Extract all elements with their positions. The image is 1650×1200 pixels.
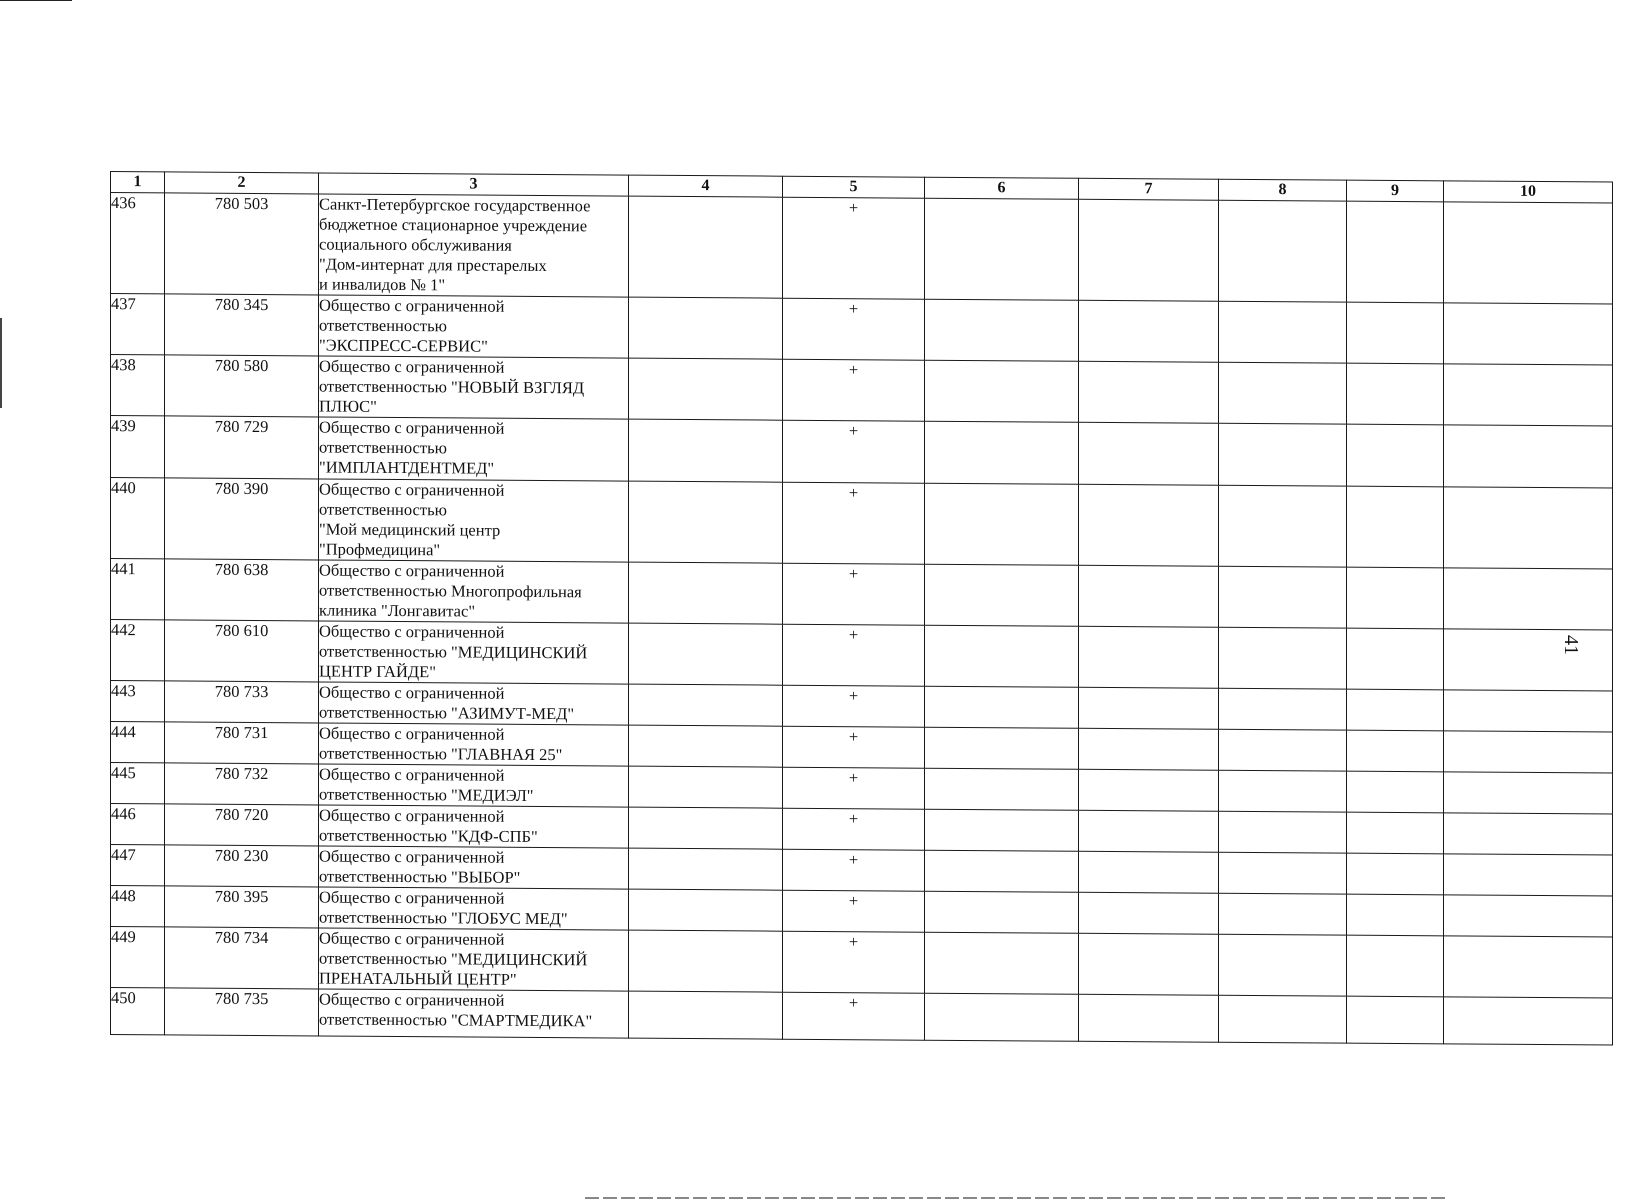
column-header: 1 — [111, 172, 165, 193]
table-row — [111, 193, 1613, 304]
registry-code-cell: 780 733 — [165, 681, 319, 723]
column-8-cell — [1219, 729, 1347, 771]
organization-name-cell — [319, 682, 629, 725]
column-4-cell — [629, 807, 783, 849]
registry-code-cell: 780 580 — [165, 355, 319, 417]
row-number-cell: 440 — [111, 478, 165, 559]
registry-code-cell: 780 735 — [165, 988, 319, 1036]
organization-name-line: ПЛЮС" — [319, 396, 377, 416]
column-4-cell — [629, 991, 783, 1039]
column-4-cell — [629, 358, 783, 420]
organization-name-line: "Профмедицина" — [319, 539, 441, 560]
column-8-cell — [1219, 770, 1347, 812]
registry-code-cell: 780 503 — [165, 193, 319, 295]
organization-name-line: ответственностью — [319, 315, 447, 336]
column-4-cell — [629, 930, 783, 992]
column-6-cell — [925, 768, 1079, 810]
column-7-cell — [1079, 892, 1219, 934]
row-number-cell: 442 — [111, 620, 165, 681]
column-8-cell — [1219, 301, 1347, 363]
organization-name-cell — [319, 479, 629, 562]
column-7-cell — [1079, 687, 1219, 729]
column-10-cell — [1444, 731, 1613, 773]
organization-name-cell — [319, 764, 629, 807]
registry-code-cell: 780 345 — [165, 294, 319, 356]
column-9-cell — [1347, 201, 1444, 303]
column-5-mark-cell: + — [783, 359, 925, 421]
organization-name-cell — [319, 356, 629, 419]
organization-name-line: ответственностью — [319, 437, 447, 458]
column-7-cell — [1079, 199, 1219, 301]
registry-code-cell: 780 734 — [165, 927, 319, 989]
organization-name-line: Общество с ограниченной — [319, 846, 505, 867]
table-row — [111, 416, 1613, 488]
organization-name-cell — [319, 846, 629, 889]
row-number-cell: 444 — [111, 722, 165, 763]
table-row — [111, 620, 1613, 691]
column-6-cell — [925, 564, 1079, 626]
organization-name-cell — [319, 194, 629, 297]
column-7-cell — [1079, 565, 1219, 627]
organization-name-line: и инвалидов № 1" — [319, 274, 446, 295]
registry-code-cell: 780 720 — [165, 804, 319, 846]
organization-name-line: ПРЕНАТАЛЬНЫЙ ЦЕНТР" — [319, 968, 517, 989]
table-row — [111, 478, 1613, 569]
column-5-mark-cell: + — [783, 298, 925, 360]
row-number-cell: 448 — [111, 886, 165, 927]
organization-name-line: ответственностью "ВЫБОР" — [319, 866, 521, 887]
row-number-cell: 443 — [111, 681, 165, 722]
column-10-cell — [1444, 690, 1613, 732]
column-7-cell — [1079, 933, 1219, 995]
registry-code-cell: 780 732 — [165, 763, 319, 805]
column-header: 8 — [1219, 179, 1347, 201]
column-8-cell — [1219, 852, 1347, 894]
organization-name-cell — [319, 417, 629, 481]
column-9-cell — [1347, 935, 1444, 997]
column-6-cell — [925, 299, 1079, 361]
organization-name-cell — [319, 723, 629, 766]
organization-name-line: Общество с ограниченной — [319, 805, 505, 826]
column-10-cell — [1444, 303, 1613, 365]
column-6-cell — [925, 891, 1079, 933]
column-8-cell — [1219, 200, 1347, 302]
column-7-cell — [1079, 810, 1219, 852]
organization-name-line: Общество с ограниченной — [319, 928, 505, 949]
column-5-mark-cell: + — [783, 808, 925, 850]
registry-code-cell: 780 731 — [165, 722, 319, 764]
column-4-cell — [629, 562, 783, 624]
column-5-mark-cell: + — [783, 420, 925, 483]
column-5-mark-cell: + — [783, 890, 925, 932]
row-number-cell: 447 — [111, 845, 165, 886]
organization-name-line: Общество с ограниченной — [319, 417, 505, 438]
column-8-cell — [1219, 688, 1347, 730]
column-6-cell — [925, 932, 1079, 994]
column-9-cell — [1347, 853, 1444, 895]
table-row — [111, 988, 1613, 1045]
registry-code-cell: 780 729 — [165, 416, 319, 479]
organization-name-line: ответственностью — [319, 499, 447, 520]
organization-name-line: ответственностью "КДФ-СПБ" — [319, 825, 538, 846]
column-8-cell — [1219, 566, 1347, 628]
column-5-mark-cell: + — [783, 685, 925, 727]
column-9-cell — [1347, 486, 1444, 568]
column-7-cell — [1079, 994, 1219, 1042]
row-number-cell: 439 — [111, 416, 165, 478]
column-6-cell — [925, 686, 1079, 728]
column-header: 9 — [1347, 180, 1444, 202]
table-row — [111, 355, 1613, 426]
column-4-cell — [629, 481, 783, 563]
column-9-cell — [1347, 996, 1444, 1044]
column-6-cell — [925, 993, 1079, 1041]
column-9-cell — [1347, 302, 1444, 364]
column-10-cell — [1444, 895, 1613, 937]
organization-name-line: "ЭКСПРЕСС-СЕРВИС" — [319, 335, 488, 356]
column-5-mark-cell: + — [783, 482, 925, 564]
organization-name-line: ответственностью "МЕДИЭЛ" — [319, 784, 534, 805]
column-7-cell — [1079, 626, 1219, 688]
organization-name-cell — [319, 295, 629, 358]
registry-code-cell: 780 395 — [165, 886, 319, 928]
column-10-cell — [1444, 772, 1613, 814]
column-4-cell — [629, 766, 783, 808]
organization-name-line: клиника "Лонгавитас" — [319, 600, 476, 621]
column-6-cell — [925, 421, 1079, 484]
organization-name-line: ЦЕНТР ГАЙДЕ" — [319, 661, 436, 682]
row-number-cell: 446 — [111, 804, 165, 845]
column-9-cell — [1347, 894, 1444, 936]
column-9-cell — [1347, 771, 1444, 813]
organization-name-cell — [319, 887, 629, 930]
page-number: 41 — [1560, 635, 1582, 655]
organization-name-line: ответственностью "СМАРТМЕДИКА" — [319, 1009, 593, 1031]
column-10-cell — [1444, 936, 1613, 998]
row-number-cell: 450 — [111, 988, 165, 1035]
column-9-cell — [1347, 424, 1444, 487]
organization-name-line: ответственностью "ГЛАВНАЯ 25" — [319, 743, 563, 765]
organization-name-line: "ИМПЛАНТДЕНТМЕД" — [319, 457, 495, 478]
column-9-cell — [1347, 730, 1444, 772]
column-10-cell — [1444, 364, 1613, 426]
organization-name-line: Общество с ограниченной — [319, 887, 505, 908]
registry-table — [110, 171, 1613, 1045]
table-row — [111, 294, 1613, 365]
column-5-mark-cell: + — [783, 931, 925, 993]
column-8-cell — [1219, 893, 1347, 935]
column-5-mark-cell: + — [783, 563, 925, 625]
column-9-cell — [1347, 567, 1444, 629]
column-5-mark-cell: + — [783, 197, 925, 299]
scan-edge-mark-left — [0, 318, 2, 408]
column-4-cell — [629, 684, 783, 726]
organization-name-line: бюджетное стационарное учреждение — [319, 214, 588, 236]
organization-name-line: Общество с ограниченной — [319, 682, 505, 703]
organization-name-line: социального обслуживания — [319, 234, 512, 255]
column-10-cell — [1444, 425, 1613, 488]
column-8-cell — [1219, 934, 1347, 996]
column-9-cell — [1347, 363, 1444, 425]
registry-table-body — [111, 193, 1613, 1045]
column-6-cell — [925, 850, 1079, 892]
column-7-cell — [1079, 300, 1219, 362]
organization-name-line: Санкт-Петербургское государственное — [319, 194, 591, 216]
registry-code-cell: 780 390 — [165, 478, 319, 560]
organization-name-line: Общество с ограниченной — [319, 621, 505, 642]
organization-name-line: Общество с ограниченной — [319, 560, 505, 581]
organization-name-line: "Мой медицинский центр — [319, 519, 501, 540]
column-8-cell — [1219, 485, 1347, 567]
column-6-cell — [925, 727, 1079, 769]
row-number-cell: 437 — [111, 294, 165, 355]
column-4-cell — [629, 196, 783, 298]
column-6-cell — [925, 625, 1079, 687]
column-header: 10 — [1444, 181, 1613, 203]
organization-name-line: ответственностью "НОВЫЙ ВЗГЛЯД — [319, 376, 585, 398]
column-5-mark-cell: + — [783, 726, 925, 768]
column-4-cell — [629, 848, 783, 890]
column-10-cell — [1444, 202, 1613, 304]
column-header: 2 — [165, 172, 319, 194]
column-10-cell — [1444, 629, 1613, 691]
column-5-mark-cell: + — [783, 767, 925, 809]
column-10-cell — [1444, 487, 1613, 569]
column-7-cell — [1079, 728, 1219, 770]
column-10-cell — [1444, 854, 1613, 896]
organization-name-cell — [319, 621, 629, 684]
column-header: 5 — [783, 176, 925, 198]
column-9-cell — [1347, 689, 1444, 731]
organization-name-line: "Дом-интернат для престарелых — [319, 254, 547, 276]
row-number-cell: 445 — [111, 763, 165, 804]
column-8-cell — [1219, 423, 1347, 486]
column-5-mark-cell: + — [783, 624, 925, 686]
column-7-cell — [1079, 851, 1219, 893]
column-7-cell — [1079, 422, 1219, 485]
registry-code-cell: 780 638 — [165, 559, 319, 621]
column-4-cell — [629, 623, 783, 685]
column-4-cell — [629, 889, 783, 931]
organization-name-line: ответственностью "ГЛОБУС МЕД" — [319, 907, 568, 929]
column-5-mark-cell: + — [783, 849, 925, 891]
column-10-cell — [1444, 997, 1613, 1045]
column-4-cell — [629, 297, 783, 359]
organization-name-line: ответственностью Многопрофильная — [319, 580, 582, 602]
organization-name-line: Общество с ограниченной — [319, 723, 505, 744]
column-header: 7 — [1079, 178, 1219, 200]
organization-name-line: Общество с ограниченной — [319, 764, 505, 785]
column-10-cell — [1444, 568, 1613, 630]
column-9-cell — [1347, 812, 1444, 854]
column-6-cell — [925, 360, 1079, 422]
column-6-cell — [925, 198, 1079, 300]
column-header: 3 — [319, 173, 629, 196]
registry-code-cell: 780 610 — [165, 620, 319, 682]
organization-name-line: Общество с ограниченной — [319, 356, 505, 377]
column-10-cell — [1444, 813, 1613, 855]
registry-code-cell: 780 230 — [165, 845, 319, 887]
column-7-cell — [1079, 484, 1219, 566]
column-8-cell — [1219, 995, 1347, 1043]
organization-name-cell — [319, 560, 629, 623]
organization-name-line: ответственностью "АЗИМУТ-МЕД" — [319, 702, 575, 724]
column-header: 6 — [925, 177, 1079, 199]
column-9-cell — [1347, 628, 1444, 690]
column-6-cell — [925, 809, 1079, 851]
organization-name-cell — [319, 928, 629, 991]
organization-name-line: ответственностью "МЕДИЦИНСКИЙ — [319, 641, 588, 663]
column-8-cell — [1219, 811, 1347, 853]
column-7-cell — [1079, 769, 1219, 811]
organization-name-line: ответственностью "МЕДИЦИНСКИЙ — [319, 948, 588, 970]
column-8-cell — [1219, 362, 1347, 424]
row-number-cell: 436 — [111, 193, 165, 294]
column-5-mark-cell: + — [783, 992, 925, 1040]
organization-name-line: Общество с ограниченной — [319, 989, 505, 1010]
organization-name-cell — [319, 989, 629, 1038]
table-row — [111, 559, 1613, 630]
column-4-cell — [629, 419, 783, 482]
column-6-cell — [925, 483, 1079, 565]
table-row — [111, 927, 1613, 998]
organization-name-line: Общество с ограниченной — [319, 295, 505, 316]
row-number-cell: 438 — [111, 355, 165, 416]
column-4-cell — [629, 725, 783, 767]
row-number-cell: 441 — [111, 559, 165, 620]
scan-edge-mark-bottom — [585, 1197, 1445, 1199]
organization-name-cell — [319, 805, 629, 848]
column-8-cell — [1219, 627, 1347, 689]
row-number-cell: 449 — [111, 927, 165, 988]
column-header: 4 — [629, 175, 783, 197]
organization-name-line: Общество с ограниченной — [319, 479, 505, 500]
scan-edge-mark-top — [0, 0, 72, 1]
column-7-cell — [1079, 361, 1219, 423]
